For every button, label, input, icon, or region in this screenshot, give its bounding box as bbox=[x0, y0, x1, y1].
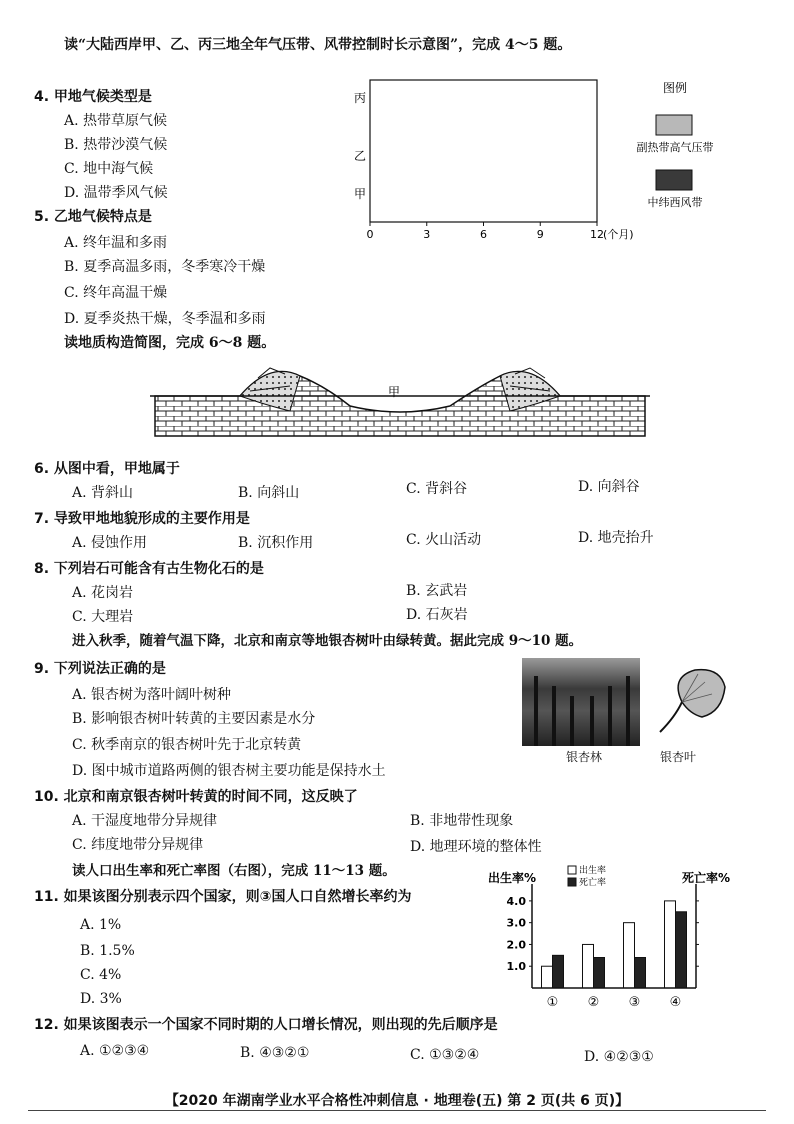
pop-x-tick-label: ④ bbox=[669, 995, 682, 1010]
pop-x-tick-label: ② bbox=[587, 995, 600, 1010]
q4-option-a[interactable]: A. 热带草原气候 bbox=[64, 113, 168, 129]
pop-bar bbox=[676, 912, 687, 988]
q6-stem: 6. 从图中看，甲地属于 bbox=[34, 461, 180, 477]
q12-option-c[interactable]: C. ①③②④ bbox=[410, 1047, 480, 1063]
ginkgo-leaf-caption: 银杏叶 bbox=[660, 750, 697, 764]
pop-legend-label: 死亡率 bbox=[579, 878, 607, 888]
q11-stem: 11. 如果该图分别表示四个国家，则③国人口自然增长率约为 bbox=[34, 889, 412, 905]
pop-legend-swatch bbox=[568, 878, 576, 886]
belt-x-tick-label: 12 bbox=[590, 228, 604, 241]
q6-option-c[interactable]: C. 背斜谷 bbox=[406, 481, 468, 497]
q11-option-a[interactable]: A. 1% bbox=[80, 917, 122, 933]
pop-bar bbox=[624, 923, 635, 988]
q10-option-c[interactable]: C. 纬度地带分异规律 bbox=[72, 837, 204, 853]
q10-option-b[interactable]: B. 非地带性现象 bbox=[410, 813, 514, 829]
pop-legend-label: 出生率 bbox=[579, 866, 607, 876]
q4-option-b[interactable]: B. 热带沙漠气候 bbox=[64, 137, 168, 153]
q12-option-a[interactable]: A. ①②③④ bbox=[80, 1043, 150, 1059]
belt-legend-title: 图例 bbox=[662, 81, 688, 95]
q8-option-c[interactable]: C. 大理岩 bbox=[72, 609, 134, 625]
belt-duration-chart bbox=[345, 70, 750, 250]
population-rate-chart bbox=[486, 860, 738, 1015]
q12-option-d[interactable]: D. ④②③① bbox=[584, 1049, 654, 1065]
page-footer: 【2020 年湖南学业水平合格性冲刺信息 · 地理卷(五) 第 2 页(共 6 页)】 bbox=[164, 1093, 630, 1109]
belt-legend-swatch bbox=[656, 170, 692, 190]
belt-legend-label: 中纬西风带 bbox=[647, 196, 703, 209]
pop-y-tick-label: 1.0 bbox=[506, 960, 526, 974]
q9-option-a[interactable]: A. 银杏树为落叶阔叶树种 bbox=[72, 687, 232, 703]
belt-category-label: 甲 bbox=[353, 187, 366, 201]
q6-option-d[interactable]: D. 向斜谷 bbox=[578, 479, 640, 495]
belt-chart-frame bbox=[370, 80, 597, 222]
q7-option-c[interactable]: C. 火山活动 bbox=[406, 532, 482, 548]
q7-stem: 7. 导致甲地地貌形成的主要作用是 bbox=[34, 511, 250, 527]
q8-option-a[interactable]: A. 花岗岩 bbox=[72, 585, 134, 601]
pop-y-tick-label: 2.0 bbox=[506, 938, 526, 952]
pop-legend-swatch bbox=[568, 866, 576, 874]
q12-stem: 12. 如果该图表示一个国家不同时期的人口增长情况，则出现的先后顺序是 bbox=[34, 1017, 498, 1033]
pop-bar bbox=[583, 944, 594, 988]
pop-bar bbox=[665, 901, 676, 988]
pop-x-tick-label: ① bbox=[546, 995, 559, 1010]
q11-option-d[interactable]: D. 3% bbox=[80, 991, 122, 1007]
q5-option-b[interactable]: B. 夏季高温多雨，冬季寒冷干燥 bbox=[64, 259, 266, 275]
belt-category-label: 乙 bbox=[353, 149, 366, 163]
q7-option-d[interactable]: D. 地壳抬升 bbox=[578, 530, 654, 546]
q7-option-a[interactable]: A. 侵蚀作用 bbox=[72, 535, 148, 551]
q10-stem: 10. 北京和南京银杏树叶转黄的时间不同，这反映了 bbox=[34, 789, 358, 805]
q4-option-c[interactable]: C. 地中海气候 bbox=[64, 161, 154, 177]
belt-x-tick-label: 3 bbox=[423, 228, 431, 241]
intro-6-8: 读地质构造简图，完成 6～8 题。 bbox=[64, 335, 276, 351]
q6-option-a[interactable]: A. 背斜山 bbox=[72, 485, 134, 501]
q9-option-d[interactable]: D. 图中城市道路两侧的银杏树主要功能是保持水土 bbox=[72, 763, 386, 779]
pop-y-tick-label: 4.0 bbox=[506, 894, 526, 908]
belt-legend-label: 副热带高气压带 bbox=[636, 141, 714, 154]
pop-y-tick-label: 3.0 bbox=[506, 916, 526, 930]
belt-x-tick-label: 9 bbox=[536, 228, 544, 241]
q8-option-b[interactable]: B. 玄武岩 bbox=[406, 583, 468, 599]
pop-x-tick-label: ③ bbox=[628, 995, 641, 1010]
pop-y-label-right: 死亡率% bbox=[682, 871, 731, 885]
q5-stem: 5. 乙地气候特点是 bbox=[34, 209, 152, 225]
ginkgo-forest-photo bbox=[522, 658, 640, 746]
q4-stem: 4. 甲地气候类型是 bbox=[34, 89, 152, 105]
q10-option-d[interactable]: D. 地理环境的整体性 bbox=[410, 839, 542, 855]
intro-9-10: 进入秋季，随着气温下降，北京和南京等地银杏树叶由绿转黄。据此完成 9～10 题。 bbox=[72, 633, 583, 649]
q8-option-d[interactable]: D. 石灰岩 bbox=[406, 607, 468, 623]
q6-option-b[interactable]: B. 向斜山 bbox=[238, 485, 300, 501]
geo-label-jia: 甲 bbox=[388, 385, 401, 399]
pop-bar bbox=[542, 966, 553, 988]
q9-option-b[interactable]: B. 影响银杏树叶转黄的主要因素是水分 bbox=[72, 711, 316, 727]
pop-y-label-left: 出生率% bbox=[488, 871, 537, 885]
q4-option-d[interactable]: D. 温带季风气候 bbox=[64, 185, 168, 201]
q5-option-c[interactable]: C. 终年高温干燥 bbox=[64, 285, 168, 301]
geologic-section-diagram bbox=[150, 356, 650, 446]
q5-option-d[interactable]: D. 夏季炎热干燥，冬季温和多雨 bbox=[64, 311, 266, 327]
q10-option-a[interactable]: A. 干湿度地带分异规律 bbox=[72, 813, 218, 829]
q11-option-b[interactable]: B. 1.5% bbox=[80, 943, 135, 959]
ginkgo-forest-caption: 银杏林 bbox=[566, 750, 603, 764]
q9-option-c[interactable]: C. 秋季南京的银杏树叶先于北京转黄 bbox=[72, 737, 302, 753]
q11-option-c[interactable]: C. 4% bbox=[80, 967, 122, 983]
q8-stem: 8. 下列岩石可能含有古生物化石的是 bbox=[34, 561, 264, 577]
belt-category-label: 丙 bbox=[353, 91, 366, 105]
belt-x-tick-label: 6 bbox=[480, 228, 487, 241]
pop-bar bbox=[594, 958, 605, 988]
pop-bar bbox=[553, 955, 564, 988]
belt-legend-swatch bbox=[656, 115, 692, 135]
q7-option-b[interactable]: B. 沉积作用 bbox=[238, 535, 314, 551]
ginkgo-leaf-image bbox=[650, 662, 730, 742]
footer-rule bbox=[28, 1110, 766, 1111]
belt-x-unit: (个月) bbox=[603, 228, 634, 241]
intro-4-5: 读“大陆西岸甲、乙、丙三地全年气压带、风带控制时长示意图”，完成 4～5 题。 bbox=[64, 37, 572, 53]
q5-option-a[interactable]: A. 终年温和多雨 bbox=[64, 235, 168, 251]
pop-bar bbox=[635, 958, 646, 988]
q12-option-b[interactable]: B. ④③②① bbox=[240, 1045, 310, 1061]
intro-11-13: 读人口出生率和死亡率图（右图），完成 11～13 题。 bbox=[72, 863, 396, 879]
q9-stem: 9. 下列说法正确的是 bbox=[34, 661, 166, 677]
belt-x-tick-label: 0 bbox=[366, 228, 374, 241]
